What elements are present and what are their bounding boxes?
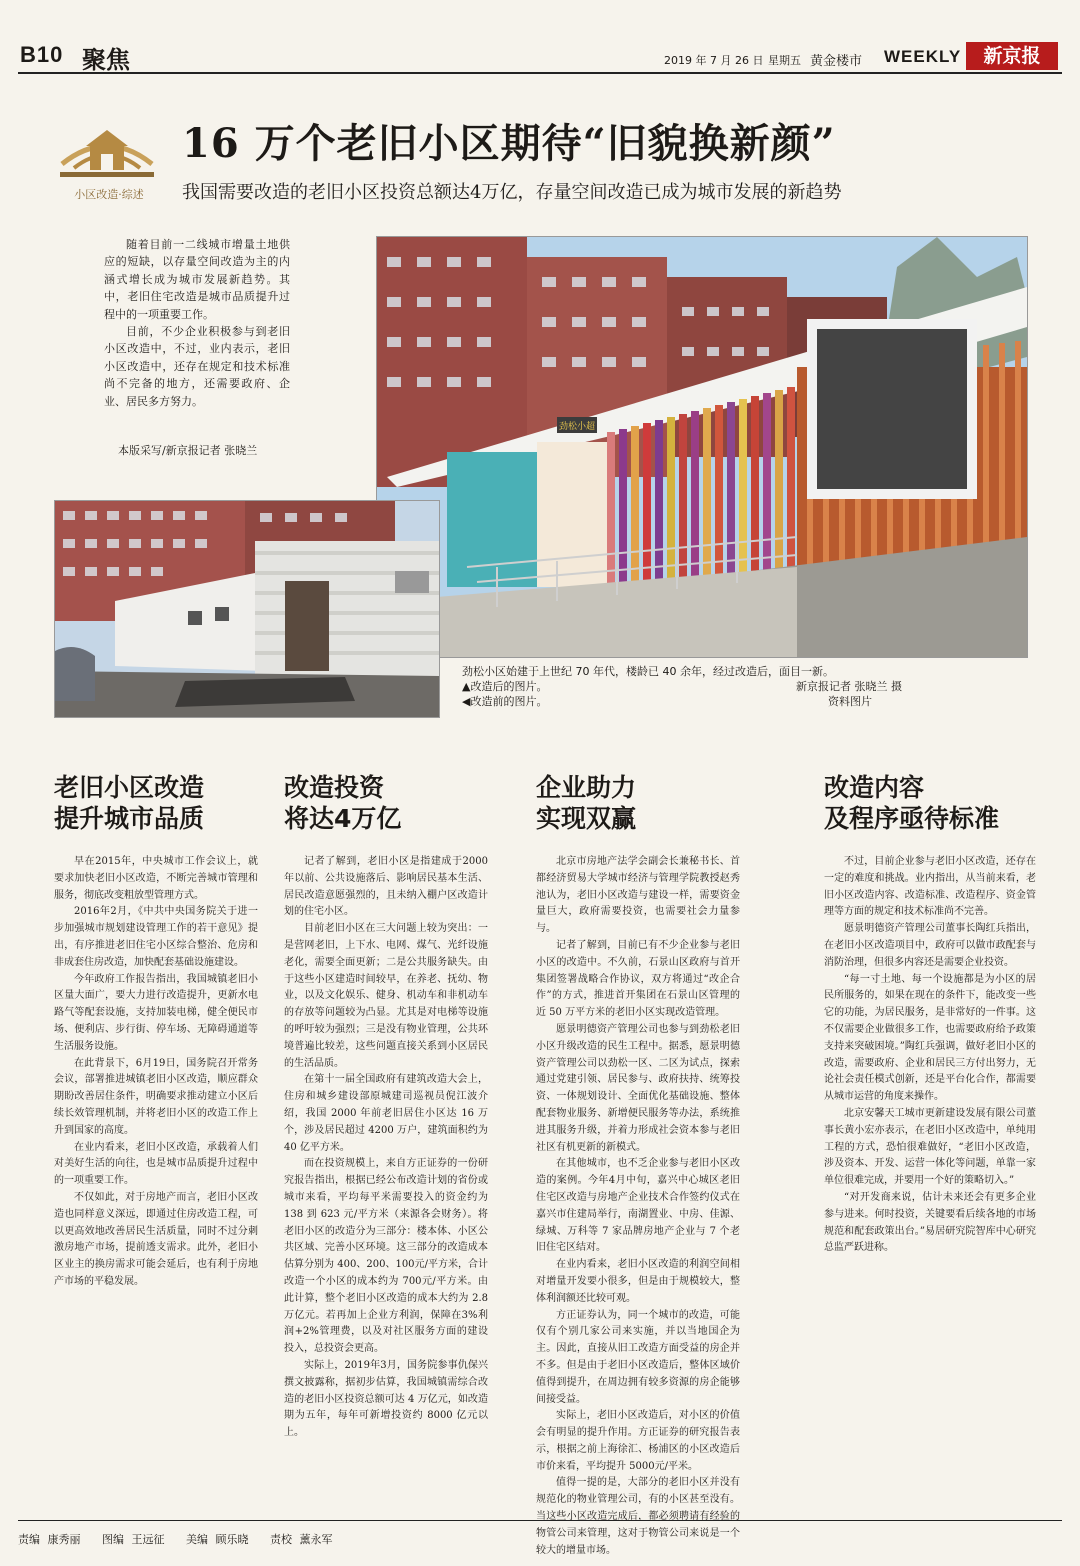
column-paragraph: 在业内看来，老旧小区改造，承载着人们对美好生活的向往，也是城市品质提升过程中的一项重要工作。 [54, 1141, 258, 1187]
footer-role: 美编 [186, 1533, 208, 1546]
caption-photographer: 新京报记者 张晓兰 摄 [796, 680, 902, 693]
column-paragraph: 实际上，2019年3月，国务院参事仇保兴撰文披露称，据初步估算，我国城镇需综合改造的老旧小区投资总额可达 4 万亿元，如改造期为五年，每年可新增投资约 8000 亿元以上。 [284, 1359, 488, 1439]
column-heading: 改造内容 [824, 773, 925, 802]
column-paragraph: 目前老旧小区在三大问题上较为突出：一是营网老旧，上下水、电网、煤气、光纤设施老化，需要全面更新；二是公共服务缺失。由于这些小区建造时间较早，在养老、抚幼、物业，以及文化娱乐、健身、机动车和非机动车的存放等问题较为凸显。尤其是对电梯等设施的呼吁较为强烈；三是没有物业管理，公共环境普遍比较差，这些问题直接关系到小区居民的生活品质。 [284, 923, 488, 1069]
column-paragraph: 不过，目前企业参与老旧小区改造，还存在一定的难度和挑战。业内指出，从当前来看，老旧小区改造内容、改造标准、改造程序、资金管理等方面的规定和技术标准尚不完善。 [824, 856, 1036, 918]
footer-role: 图编 [102, 1533, 124, 1546]
footer-role: 责校 [270, 1533, 292, 1546]
column-paragraph: 今年政府工作报告指出，我国城镇老旧小区量大面广，要大力进行改造提升，更新水电路气等配套设施，支持加装电梯，健全便民市场、便利店、步行街、停车场、无障碍通道等生活服务设施。 [54, 973, 258, 1052]
issue-weekday: 星期五 [768, 54, 801, 67]
footer-name: 顾乐晓 [215, 1533, 249, 1546]
column-paragraph: 实际上，老旧小区改造后，对小区的价值会有明显的提升作用。方正证券的研究报告表示，根据之前上海徐汇、杨浦区的小区改造后市价来看，平均提升 5000元/平米。 [536, 1410, 740, 1472]
column-paragraph: “每一寸土地、每一个设施都是为小区的居民所服务的，如果在现在的条件下，能改变一些它的功能，为居民服务，是非常好的一件事。这不仅需要企业做很多工作，也需要政府给予政策支持来突破困境。”陶红兵强调，做好老旧小区的改造，需要政府、企业和居民三方付出努力，无论社会责任模式创新，还是平台化合作，都需要从城市运营的角度来操作。 [824, 973, 1036, 1103]
footer-name: 康秀丽 [47, 1533, 81, 1546]
footer-role: 责编 [18, 1533, 40, 1546]
column-paragraph: 不仅如此，对于房地产而言，老旧小区改造也同样意义深远，即通过住房改造工程，可以更高效地改善居民生活质量，同时不过分刺激房地产市场，提前透支需求。此外，老旧小区业主的换房需求可能会延后，也有利于房地产市场的平稳发展。 [54, 1191, 258, 1287]
column-heading: 将达4万亿 [284, 804, 402, 833]
column-heading: 及程序亟待标准 [824, 804, 1000, 833]
column-paragraph: 北京市房地产法学会副会长兼秘书长、首都经济贸易大学城市经济与管理学院教授赵秀池认为，老旧小区改造与建设一样，需要资金量巨大，政府需要投资，也需要社会力量参与。 [536, 856, 740, 935]
column-heading: 改造投资 [284, 773, 385, 802]
footer-name: 王远征 [131, 1533, 165, 1546]
article-column-2 [284, 772, 488, 1442]
byline: 本版采写/新京报记者 张晓兰 [118, 444, 258, 457]
column-paragraph: 在其他城市，也不乏企业参与老旧小区改造的案例。今年4月中旬，嘉兴中心城区老旧住宅区改造与房地产企业技术合作签约仪式在嘉兴市住建局举行，南湖置业、中房、佳源、绿城、万科等 7 家品牌房地产企业与 7 个老旧住宅区结对。 [536, 1158, 740, 1254]
caption-source: 资料图片 [828, 695, 872, 708]
article-column-1 [54, 772, 258, 1291]
column-paragraph: 在业内看来，老旧小区改造的利润空间相对增量开发要小很多，但是由于规模较大，整体利润额还比较可观。 [536, 1259, 740, 1304]
photo-caption [462, 664, 1022, 709]
column-heading: 老旧小区改造 [54, 773, 205, 802]
column-paragraph: 早在2015年，中央城市工作会议上，就要求加快老旧小区改造，不断完善城市管理和服务，彻底改变粗放型管理方式。 [54, 856, 258, 901]
column-paragraph: 愿景明德资产管理公司也参与到劲松老旧小区升级改造的民生工程中。据悉，愿景明德资产管理公司以劲松一区、二区为试点，探索通过党建引领、居民参与、政府扶持、统筹投资、一体规划设计、全面优化基础设施、整体配套物业服务、新增便民服务等办法，系统推进其服务升级，并着力形成社会资本参与老旧社区有机更新的新模式。 [536, 1023, 740, 1153]
column-heading: 提升城市品质 [54, 804, 205, 833]
column-paragraph: 而在投资规模上，来自方正证券的一份研究报告指出，根据已经公布改造计划的省份或城市来看，平均每平米需要投入的资金约为 138 到 623 元/平方米（来源各会财务）。将老旧小区的改造分为三部分：楼本体、小区公共区域、完善小区环境。这三部分的改造成本估算分别为 400、200、100元/平方米，合计改造一个小区的成本约为 700元/平方米。由此计算，整个老旧小区改造的成本大约为 2.8 万亿元。若再加上企业方利润，保障在3%利润+2%管理费，以及对社区服务方面的建设投入，总投资会更高。 [284, 1158, 488, 1355]
column-paragraph: “对开发商来说，估计未来还会有更多企业参与进来。何时投资，关键要看后续各地的市场规范和配套政策出台。”易居研究院智库中心研究总监严跃进称。 [824, 1191, 1036, 1254]
caption-before-label: ◀改造前的图片。 [462, 695, 548, 708]
lead-text [104, 236, 290, 410]
page-number: B10 [20, 42, 64, 67]
column-paragraph: 值得一提的是，大部分的老旧小区并没有规范化的物业管理公司，有的小区甚至没有。当这些小区改造完成后，都必须聘请有经验的物管公司来管理，这对于物管公司来说是一个较大的增量市场。 [536, 1477, 740, 1556]
column-paragraph: 记者了解到，老旧小区是指建成于2000年以前、公共设施落后、影响居民基本生活、居民改造意愿强烈的，且未纳入棚户区改造计划的住宅小区。 [284, 856, 488, 918]
section-name: 聚焦 [82, 46, 130, 74]
headline-title: 16 万个老旧小区期待“旧貌换新颜” [182, 120, 836, 167]
column-paragraph: 记者了解到，目前已有不少企业参与老旧小区的改造中。不久前，石景山区政府与首开集团签署战略合作协议，双方将通过“改企合作”的方式，推进首开集团在石景山区管理的近 50 万平方米的老旧小区实现改造管理。 [536, 939, 740, 1019]
column-paragraph: 愿景明德资产管理公司董事长陶红兵指出，在老旧小区改造项目中，政府可以做市政配套与消防治理，但很多内容还是需要企业投资。 [824, 923, 1036, 968]
photo-after-renovation [376, 236, 1028, 658]
logo-caption: 小区改造·综述 [74, 188, 144, 201]
column-paragraph: 北京安馨天工城市更新建设发展有限公司董事长黄小宏亦表示，在老旧小区改造中，单纯用工程的方式，恐怕很难做好，“老旧小区改造，涉及资本、开发、运营一体化等问题，单靠一家单位很难完成，并要用一个好的策略切入。” [824, 1107, 1036, 1187]
caption-line: 劲松小区始建于上世纪 70 年代，楼龄已 40 余年，经过改造后，面目一新。 [462, 665, 834, 678]
column-paragraph: 在此背景下，6月19日，国务院召开常务会议，部署推进城镇老旧小区改造，顺应群众期盼改善居住条件，明确要求推动建立小区后续长效管理机制，并将老旧小区的改造工作上升到国家的高度。 [54, 1057, 258, 1136]
column-paragraph: 2016年2月，《中共中央国务院关于进一步加强城市规划建设管理工作的若干意见》提出，有序推进老旧住宅小区综合整治、危房和非成套住房改造，加快配套基础设施建设。 [54, 906, 258, 968]
lead-paragraph: 目前，不少企业积极参与到老旧小区改造中，不过，业内表示，老旧小区改造中，还存在规定和技术标准尚不完备的地方，还需要政府、企业、居民多方努力。 [104, 325, 290, 408]
headline-subtitle: 我国需要改造的老旧小区投资总额达4万亿，存量空间改造已成为城市发展的新趋势 [182, 182, 842, 203]
column-heading: 实现双赢 [536, 804, 637, 833]
article-column-3 [536, 772, 740, 1559]
store-sign-text: 劲松小超 [558, 422, 596, 432]
column-name: 黄金楼市 [810, 54, 863, 69]
footer-name: 薰永军 [299, 1533, 333, 1546]
lead-paragraph: 随着目前一二线城市增量土地供应的短缺，以存量空间改造为主的内涵式增长成为城市发展新趋势。其中，老旧住宅改造是城市品质提升过程中的一项重要工作。 [104, 238, 290, 321]
issue-date: 2019 年 7 月 26 日 [664, 54, 764, 67]
page-footer [18, 1520, 1062, 1547]
column-paragraph: 在第十一届全国政府有建筑改造大会上，住房和城乡建设部原城建司巡视员倪江波介绍，我国 2000 年前老旧居住小区达 16 万个，涉及居民超过 4200 万户，建筑面积约为 40 亿平方米。 [284, 1074, 488, 1153]
column-paragraph: 方正证券认为，同一个城市的改造，可能仅有个别几家公司来实施，并以当地国企为主。因此，直接从旧工改造方面受益的房企并不多。但是由于老旧小区改造后，整体区域价值得到提升，在周边拥有较多资源的房企能够间接受益。 [536, 1309, 740, 1405]
photo-before-renovation [54, 500, 440, 718]
newspaper-logo: 新京报 [966, 42, 1058, 70]
caption-after-label: ▲改造后的图片。 [462, 680, 548, 693]
article-column-4 [824, 772, 1036, 1257]
weekly-label: WEEKLY [884, 47, 962, 66]
column-heading: 企业助力 [536, 773, 637, 802]
